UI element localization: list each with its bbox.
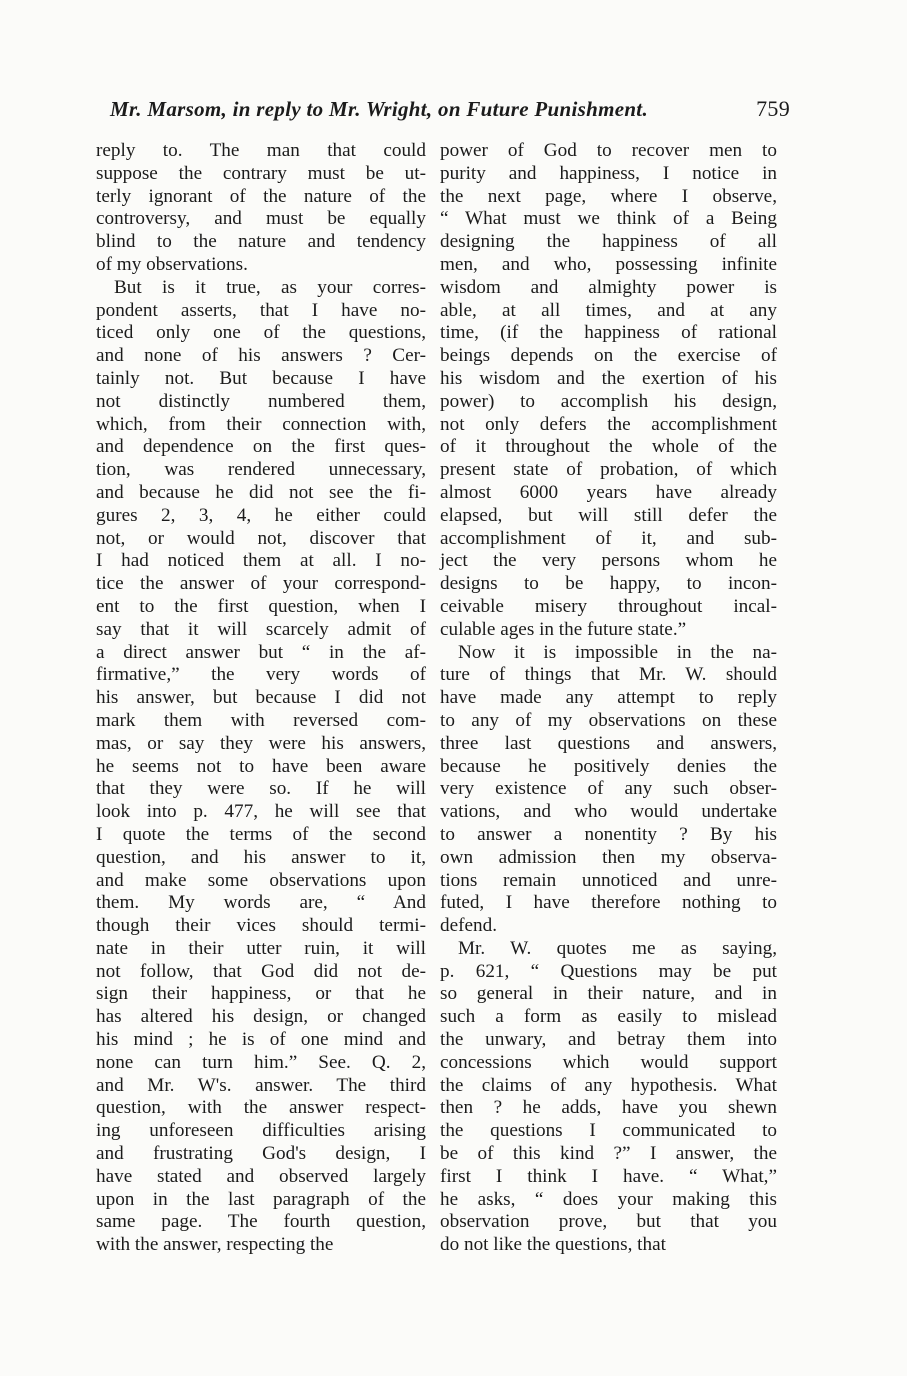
text-line: with the answer, respecting the	[96, 1234, 334, 1256]
text-line: and dependence on the first ques-	[96, 436, 426, 458]
text-line: that they were so. If he will	[96, 778, 426, 800]
text-line: gures 2, 3, 4, he either could	[96, 504, 426, 526]
text-line: I quote the terms of the second	[96, 823, 426, 845]
text-line: Now it is impossible in the na-	[458, 641, 777, 663]
text-line: the claims of any hypothesis. What	[440, 1074, 777, 1096]
text-line: first I think I have. “ What,”	[440, 1165, 777, 1187]
text-line: same page. The fourth question,	[96, 1211, 426, 1233]
text-line: ture of things that Mr. W. should	[440, 664, 777, 686]
text-line: so general in their nature, and in	[440, 983, 777, 1005]
text-line: his mind ; he is of one mind and	[96, 1029, 426, 1051]
text-line: a direct answer but “ in the af-	[96, 641, 426, 663]
running-header	[110, 96, 790, 122]
text-line: tion, was rendered unnecessary,	[96, 459, 426, 481]
text-line: able, at all times, and at any	[440, 299, 777, 321]
text-line: such a form as easily to mislead	[440, 1006, 777, 1028]
text-line: because he positively denies the	[440, 755, 777, 777]
text-line: question, with the answer respect-	[96, 1097, 426, 1119]
text-line: to answer a nonentity ? By his	[440, 823, 777, 845]
text-line: nate in their utter ruin, it will	[96, 937, 426, 959]
text-line: suppose the contrary must be ut-	[96, 162, 426, 184]
text-line: mark them with reversed com-	[96, 709, 426, 731]
text-line: and because he did not see the fi-	[96, 481, 426, 503]
text-line: beings depends on the exercise of	[440, 345, 777, 367]
running-title: Mr. Marsom, in reply to Mr. Wright, on Future Punishment.	[110, 97, 648, 121]
text-line: pondent asserts, that I have no-	[96, 299, 426, 321]
text-line: time, (if the happiness of rational	[440, 322, 777, 344]
text-line: them. My words are, “ And	[96, 892, 426, 914]
text-line: designing the happiness of all	[440, 231, 777, 253]
right-column	[440, 140, 777, 1257]
text-line: do not like the questions, that	[440, 1234, 666, 1256]
text-line: ject the very persons whom he	[440, 550, 777, 572]
text-line: ceivable misery throughout incal-	[440, 595, 777, 617]
text-line: and make some observations upon	[96, 869, 426, 891]
text-line: the next page, where I observe,	[440, 185, 777, 207]
text-line: not, or would not, discover that	[96, 527, 426, 549]
text-line: present state of probation, of which	[440, 459, 777, 481]
text-line: designs to be happy, to incon-	[440, 573, 777, 595]
text-line: though their vices should termi-	[96, 915, 426, 937]
text-line: his answer, but because I did not	[96, 687, 426, 709]
text-line: defend.	[440, 915, 498, 937]
text-line: elapsed, but will still defer the	[440, 504, 777, 526]
text-line: upon in the last paragraph of the	[96, 1188, 426, 1210]
text-line: vations, and who would undertake	[440, 801, 777, 823]
text-line: look into p. 477, he will see that	[96, 801, 426, 823]
text-line: and none of his answers ? Cer-	[96, 345, 426, 367]
text-line: his wisdom and the exertion of his	[440, 367, 777, 389]
text-line: not distinctly numbered them,	[96, 390, 426, 412]
text-line: “ What must we think of a Being	[440, 208, 777, 230]
text-line: terly ignorant of the nature of the	[96, 185, 426, 207]
text-line: have stated and observed largely	[96, 1165, 426, 1187]
text-line: firmative,” the very words of	[96, 664, 426, 686]
text-line: power) to accomplish his design,	[440, 390, 777, 412]
text-line: tice the answer of your correspond-	[96, 573, 426, 595]
text-line: have made any attempt to reply	[440, 687, 777, 709]
page-number: 759	[756, 96, 790, 121]
text-line: blind to the nature and tendency	[96, 231, 426, 253]
text-line: and frustrating God's design, I	[96, 1143, 426, 1165]
text-line: of my observations.	[96, 253, 248, 275]
text-line: to any of my observations on these	[440, 709, 777, 731]
text-line: then ? he adds, have you shewn	[440, 1097, 777, 1119]
text-line: controversy, and must be equally	[96, 208, 426, 230]
text-line: p. 621, “ Questions may be put	[440, 960, 777, 982]
text-line: has altered his design, or changed	[96, 1006, 426, 1028]
text-line: purity and happiness, I notice in	[440, 162, 777, 184]
text-line: he asks, “ does your making this	[440, 1188, 777, 1210]
left-column	[96, 140, 426, 1257]
text-line: reply to. The man that could	[96, 140, 426, 161]
text-line: say that it will scarcely admit of	[96, 618, 426, 640]
text-line: none can turn him.” See. Q. 2,	[96, 1051, 426, 1073]
text-line: question, and his answer to it,	[96, 846, 426, 868]
text-line: wisdom and almighty power is	[440, 276, 777, 298]
text-line: I had noticed them at all. I no-	[96, 550, 426, 572]
text-line: tions remain unnoticed and unre-	[440, 869, 777, 891]
text-line: and Mr. W's. answer. The third	[96, 1074, 426, 1096]
text-line: sign their happiness, or that he	[96, 983, 426, 1005]
text-line: not only defers the accomplishment	[440, 413, 777, 435]
text-line: very existence of any such obser-	[440, 778, 777, 800]
text-line: the questions I communicated to	[440, 1120, 777, 1142]
text-line: own admission then my observa-	[440, 846, 777, 868]
text-line: tainly not. But because I have	[96, 367, 426, 389]
text-line: futed, I have therefore nothing to	[440, 892, 777, 914]
text-line: of it throughout the whole of the	[440, 436, 777, 458]
text-line: be of this kind ?” I answer, the	[440, 1143, 777, 1165]
text-line: culable ages in the future state.”	[440, 618, 687, 640]
text-line: accomplishment of it, and sub-	[440, 527, 777, 549]
text-line: mas, or say they were his answers,	[96, 732, 426, 754]
text-line: he seems not to have been aware	[96, 755, 426, 777]
text-line: concessions which would support	[440, 1051, 777, 1073]
text-line: ent to the first question, when I	[96, 595, 426, 617]
text-line: men, and who, possessing infinite	[440, 253, 777, 275]
text-line: which, from their connection with,	[96, 413, 426, 435]
text-line: three last questions and answers,	[440, 732, 777, 754]
text-line: not follow, that God did not de-	[96, 960, 426, 982]
text-line: ing unforeseen difficulties arising	[96, 1120, 426, 1142]
text-line: almost 6000 years have already	[440, 481, 777, 503]
text-line: But is it true, as your corres-	[114, 276, 426, 298]
text-line: observation prove, but that you	[440, 1211, 777, 1233]
text-line: Mr. W. quotes me as saying,	[458, 937, 777, 959]
text-line: power of God to recover men to	[440, 140, 777, 161]
text-line: the unwary, and betray them into	[440, 1029, 777, 1051]
text-line: ticed only one of the questions,	[96, 322, 426, 344]
